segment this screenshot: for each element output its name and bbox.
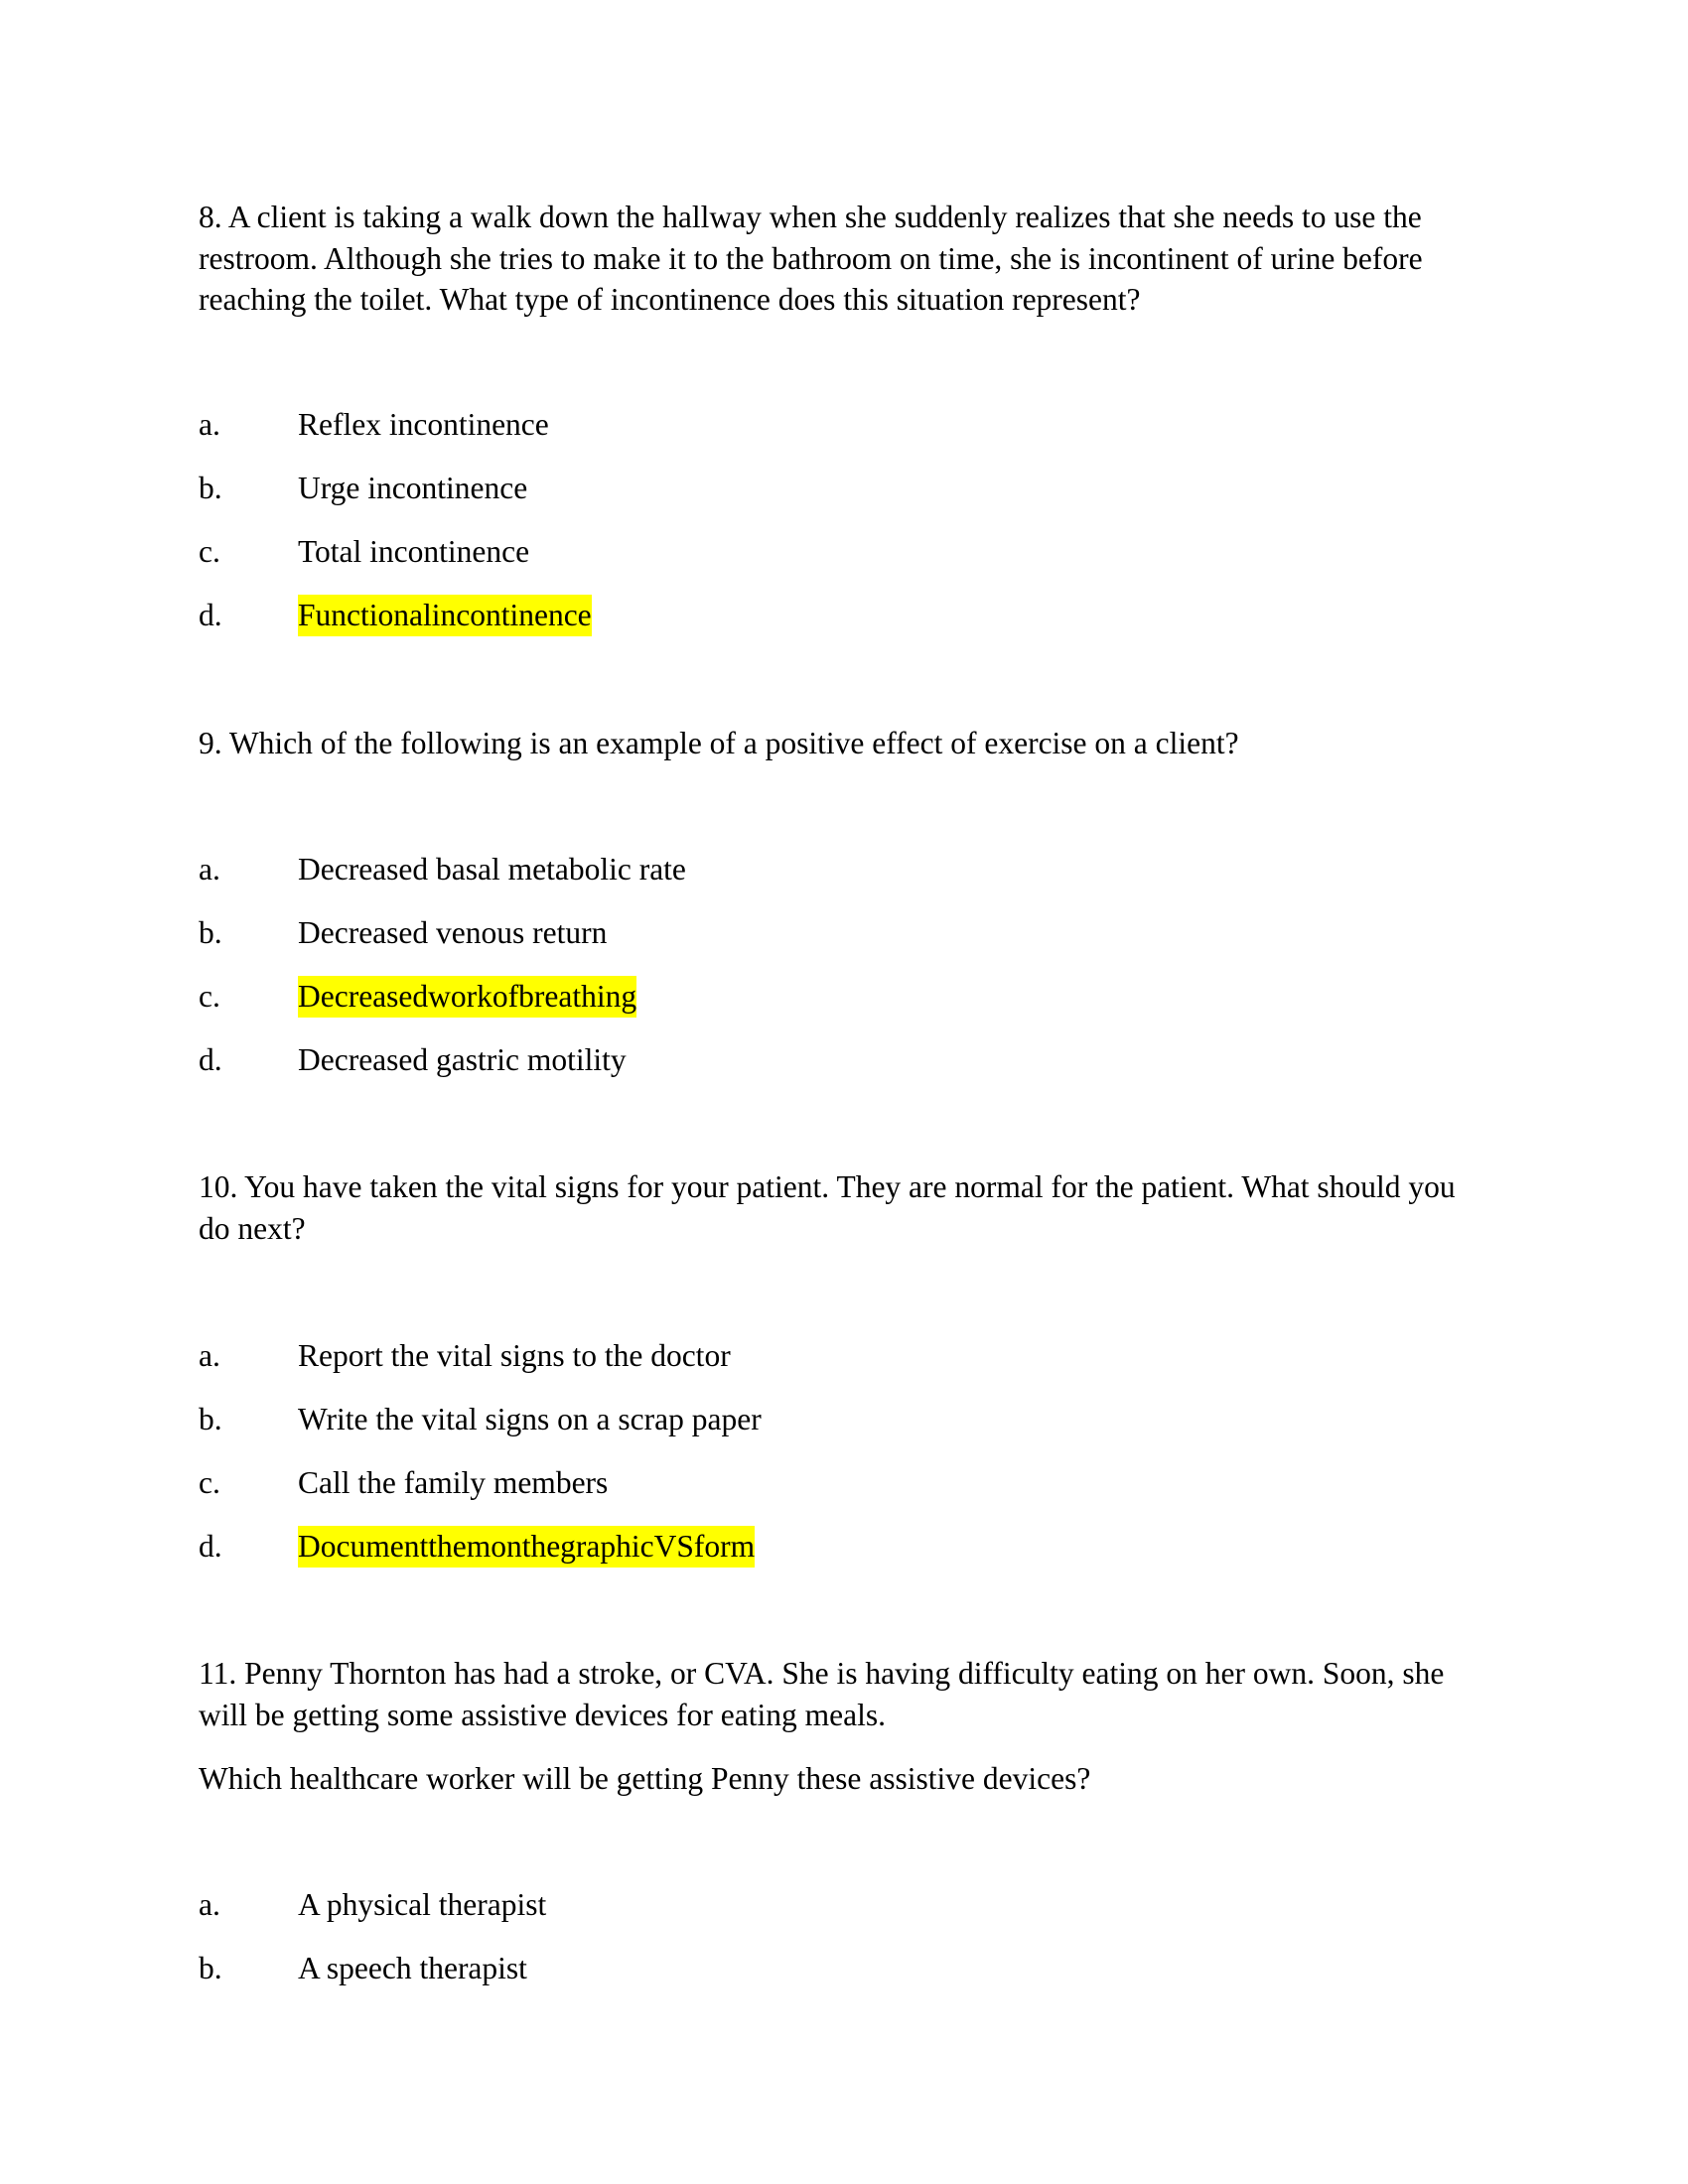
option-letter: b. — [199, 915, 222, 950]
option-text: A speech therapist — [298, 1951, 527, 1985]
question-11-text: 11. Penny Thornton has had a stroke, or CVA. She is having difficulty eating on her own. Soon, she will be getting some assistive devices for eating meals. — [199, 1656, 1445, 1732]
option-text: Decreased basal metabolic rate — [298, 852, 686, 887]
question-11-prompt: Which healthcare worker will be getting Penny these assistive devices? — [199, 1761, 1091, 1796]
option-letter: a. — [199, 1887, 220, 1922]
option-text: Report the vital signs to the doctor — [298, 1338, 731, 1373]
option-letter: d. — [199, 598, 222, 632]
option-text: Decreased venous return — [298, 915, 608, 950]
option-text-highlighted: DocumentthemonthegraphicVSform — [298, 1526, 755, 1568]
option-letter: d. — [199, 1042, 222, 1077]
option-letter: b. — [199, 471, 222, 505]
option-text-highlighted: Functionalincontinence — [298, 595, 592, 636]
question-10-text: 10. You have taken the vital signs for your patient. They are normal for the patient. What should you do next? — [199, 1169, 1456, 1246]
option-letter: c. — [199, 1465, 220, 1500]
option-letter: b. — [199, 1951, 222, 1985]
option-letter: a. — [199, 407, 220, 442]
option-text: Decreased gastric motility — [298, 1042, 627, 1077]
option-text: Urge incontinence — [298, 471, 528, 505]
option-letter: b. — [199, 1402, 222, 1436]
option-text: Total incontinence — [298, 534, 530, 569]
option-text: Reflex incontinence — [298, 407, 549, 442]
option-text-highlighted: Decreasedworkofbreathing — [298, 976, 636, 1018]
option-text: Call the family members — [298, 1465, 609, 1500]
question-8-text: 8. A client is taking a walk down the hallway when she suddenly realizes that she needs to use the restroom. Although she tries to make it to the bathroom on time, she is incontinent of urine before reaching the toilet. What type of incontinence does this situation represent? — [199, 200, 1423, 317]
question-9-text: 9. Which of the following is an example of a positive effect of exercise on a client? — [199, 726, 1239, 760]
option-letter: a. — [199, 852, 220, 887]
option-text: A physical therapist — [298, 1887, 547, 1922]
option-letter: c. — [199, 534, 220, 569]
option-text: Write the vital signs on a scrap paper — [298, 1402, 762, 1436]
option-letter: c. — [199, 979, 220, 1014]
option-letter: d. — [199, 1529, 222, 1564]
option-letter: a. — [199, 1338, 220, 1373]
